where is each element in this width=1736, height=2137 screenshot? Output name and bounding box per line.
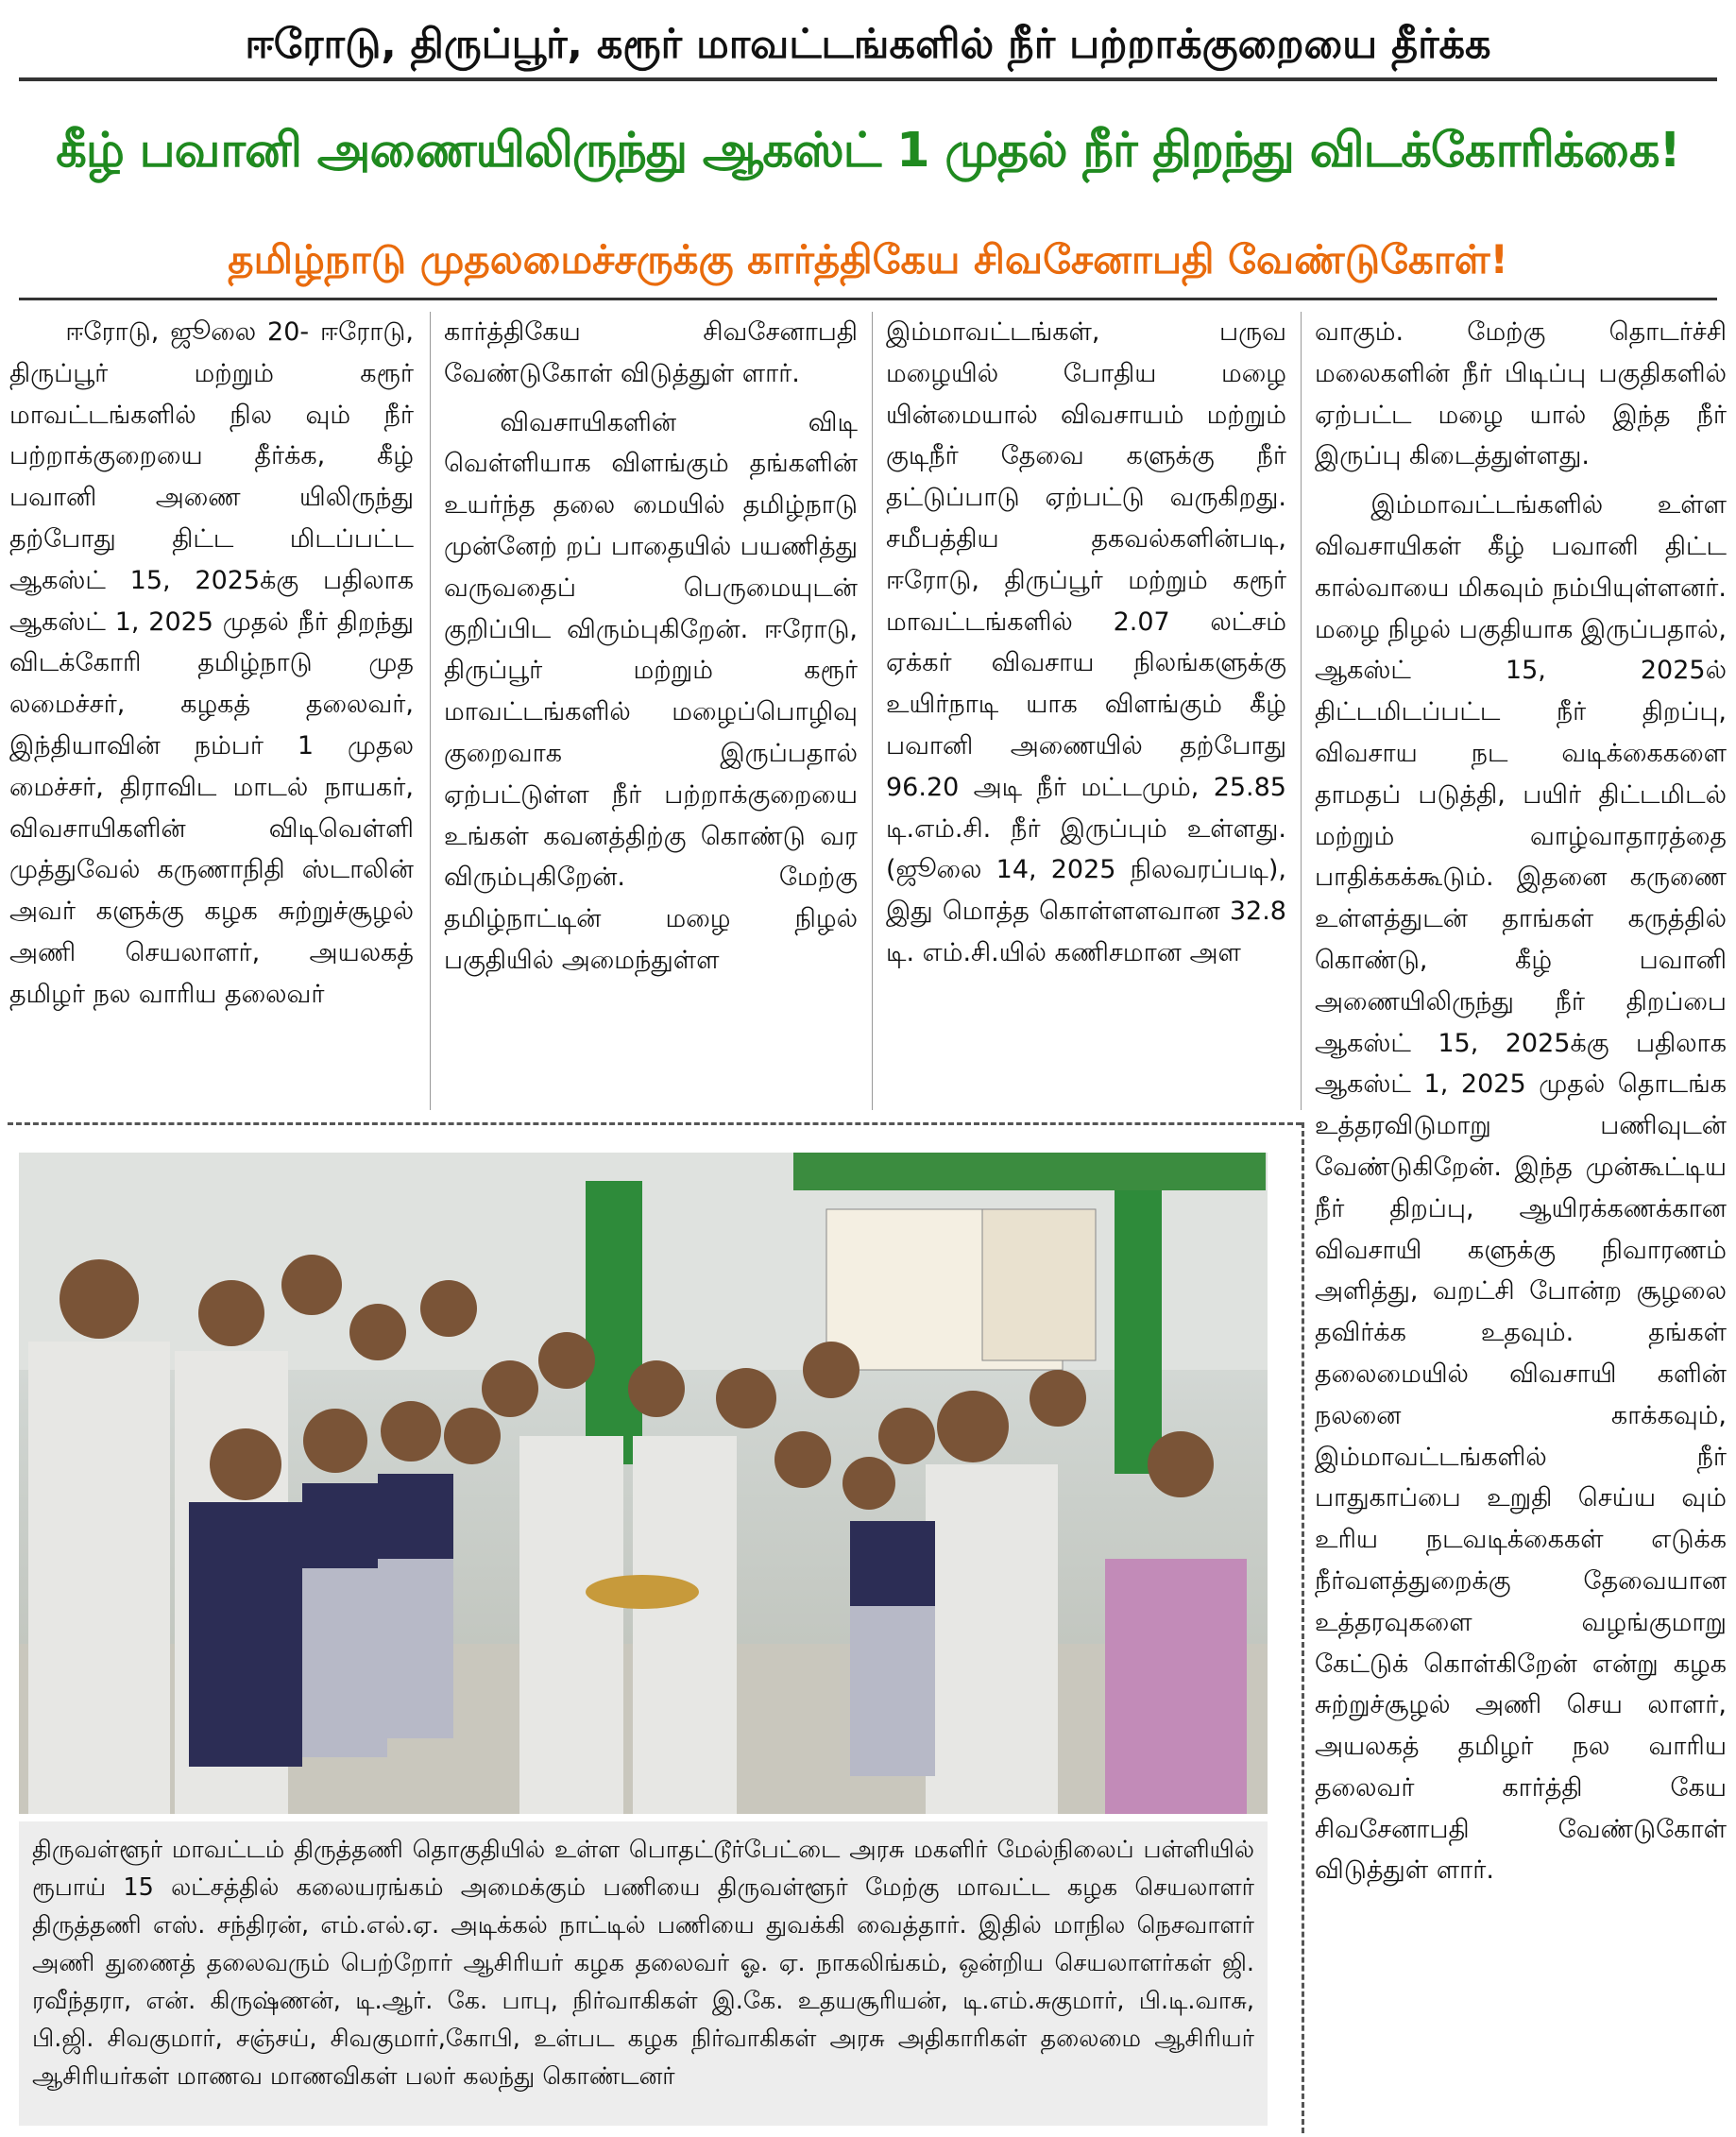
- photo-caption: திருவள்ளூர் மாவட்டம் திருத்தணி தொகுதியில் உள்ள பொதட்டூர்பேட்டை அரசு மகளிர் மேல்நிலைப் பள்ளியில் ரூபாய் 15 லட்சத்தில் கலையரங்கம் அமைக்கும் பணியை திருவள்ளூர் மேற்கு மாவட்ட கழக செயலாளர் திருத்தணி எஸ். சந்திரன், எம்.எல்.ஏ. அடிக்கல் நாட்டில் பணியை துவக்கி வைத்தார். இதில் மாநில நெசவாளர் அணி துணைத் தலைவரும் பெற்றோர் ஆசிரியர் கழக தலைவர் ஓ. ஏ. நாகலிங்கம், ஒன்றிய செயலாளர்கள் ஜி. ரவீந்தரா, என். கிருஷ்ணன், டி.ஆர். கே. பாபு, நிர்வாகிகள் இ.கே. உதயசூரியன், டி.எம்.சுகுமார், பி.டி.வாசு, பி.ஜி. சிவகுமார், சஞ்சய், சிவகுமார்,கோபி, உள்பட கழக நிர்வாகிகள் அரசு அதிகாரிகள் தலைமை ஆசிரியர் ஆசிரியர்கள் மாணவ மாணவிகள் பலர் கலந்து கொண்டனர்: [19, 1821, 1268, 2126]
- article-kicker: ஈரோடு, திருப்பூர், கரூர் மாவட்டங்களில் நீர் பற்றாக்குறையை தீர்க்க: [19, 8, 1717, 81]
- article-column-3: [886, 312, 1286, 1110]
- photo-box-border-right: [1302, 1122, 1304, 2133]
- article-paragraph: இம்மாவட்டங்களில் உள்ள விவசாயிகள் கீழ் பவானி திட்ட கால்வாயை மிகவும் நம்பியுள்ளனர். மழை நிழல் பகுதியாக இருப்பதால், ஆகஸ்ட் 15, 2025ல் திட்டமிடப்பட்ட நீர் திறப்பு, விவசாய நட வடிக்கைகளை தாமதப் படுத்தி, பயிர் திட்டமிடல் மற்றும் வாழ்வாதாரத்தை பாதிக்கக்கூடும். இதனை கருணை உள்ளத்துடன் தாங்கள் கருத்தில் கொண்டு, கீழ் பவானி அணையிலிருந்து நீர் திறப்பை ஆகஸ்ட் 15, 2025க்கு பதிலாக ஆகஸ்ட் 1, 2025 முதல் தொடங்க உத்தரவிடுமாறு பணிவுடன் வேண்டுகிறேன். இந்த முன்கூட்டிய நீர் திறப்பு, ஆயிரக்கணக்கான விவசாயி களுக்கு நிவாரணம் அளித்து, வறட்சி போன்ற சூழலை தவிர்க்க உதவும். தங்கள் தலைமையில் விவசாயி களின் நலனை காக்கவும், இம்மாவட்டங்களில் நீர் பாதுகாப்பை உறுதி செய்ய வும் உரிய நடவடிக்கைகள் எடுக்க நீர்வளத்துறைக்கு தேவையான உத்தரவுகளை வழங்குமாறு கேட்டுக் கொள்கிறேன் என்று கழக சுற்றுச்சூழல் அணி செய லாளர், அயலகத் தமிழர் நல வாரிய தலைவர் கார்த்தி கேய சிவசேனாபதி வேண்டுகோள் விடுத்துள் ளார்.: [1315, 490, 1727, 1886]
- article-paragraph: கார்த்திகேய சிவசேனாபதி வேண்டுகோள் விடுத்துள் ளார்.: [444, 317, 858, 388]
- group-photo-drawing: [19, 1153, 1268, 1814]
- column-divider: [1301, 312, 1302, 1110]
- article-column-2: [444, 312, 858, 1110]
- group-photo-icon: [19, 1153, 1268, 1814]
- article-paragraph: இம்மாவட்டங்கள், பருவ மழையில் போதிய மழை யின்மையால் விவசாயம் மற்றும் குடிநீர் தேவை களுக்கு நீர் தட்டுப்பாடு ஏற்பட்டு வருகிறது. சமீபத்திய தகவல்களின்படி, ஈரோடு, திருப்பூர் மற்றும் கரூர் மாவட்டங்களில் 2.07 லட்சம் ஏக்கர் விவசாய நிலங்களுக்கு உயிர்நாடி யாக விளங்கும் கீழ் பவானி அணையில் தற்போது 96.20 அடி நீர் மட்டமும், 25.85 டி.எம்.சி. நீர் இருப்பும் உள்ளது. (ஜூலை 14, 2025 நிலவரப்படி), இது மொத்த கொள்ளளவான 32.8 டி. எம்.சி.யில் கணிசமான அள: [886, 317, 1286, 967]
- column-divider: [872, 312, 873, 1110]
- article-column-4: [1315, 312, 1727, 2130]
- article-headline: கீழ் பவானி அணையிலிருந்து ஆகஸ்ட் 1 முதல் நீர் திறந்து விடக்கோரிக்கை!: [56, 123, 1680, 179]
- photo-box-border-top: [8, 1122, 1302, 1125]
- article-column-1: [9, 312, 414, 1110]
- article-paragraph: விவசாயிகளின் விடி வெள்ளியாக விளங்கும் தங்களின் உயர்ந்த தலை மையில் தமிழ்நாடு முன்னேற் றப் பாதையில் பயணித்து வருவதைப் பெருமையுடன் குறிப்பிட விரும்புகிறேன். ஈரோடு, திருப்பூர் மற்றும் கரூர் மாவட்டங்களில் மழைப்பொழிவு குறைவாக இருப்பதால் ஏற்பட்டுள்ள நீர் பற்றாக்குறையை உங்கள் கவனத்திற்கு கொண்டு வர விரும்புகிறேன். மேற்கு தமிழ்நாட்டின் மழை நிழல் பகுதியில் அமைந்துள்ள: [444, 407, 858, 975]
- article-subheadline: தமிழ்நாடு முதலமைச்சருக்கு கார்த்திகேய சிவசேனாபதி வேண்டுகோள்!: [19, 219, 1717, 300]
- article-paragraph: வாகும். மேற்கு தொடர்ச்சி மலைகளின் நீர் பிடிப்பு பகுதிகளில் ஏற்பட்ட மழை யால் இந்த நீர் இருப்பு கிடைத்துள்ளது.: [1315, 317, 1727, 471]
- article-paragraph: ஈரோடு, ஜூலை 20- ஈரோடு, திருப்பூர் மற்றும் கரூர் மாவட்டங்களில் நில வும் நீர் பற்றாக்குறையை தீர்க்க, கீழ் பவானி அணை யிலிருந்து தற்போது திட்ட மிடப்பட்ட ஆகஸ்ட் 15, 2025க்கு பதிலாக ஆகஸ்ட் 1, 2025 முதல் நீர் திறந்து விடக்கோரி தமிழ்நாடு முத லமைச்சர், கழகத் தலைவர், இந்தியாவின் நம்பர் 1 முதல மைச்சர், திராவிட மாடல் நாயகர், விவசாயிகளின் விடிவெள்ளி முத்துவேல் கருணாநிதி ஸ்டாலின் அவர் களுக்கு கழக சுற்றுச்சூழல் அணி செயலாளர், அயலகத் தமிழர் நல வாரிய தலைவர்: [9, 317, 414, 1009]
- column-divider: [430, 312, 431, 1110]
